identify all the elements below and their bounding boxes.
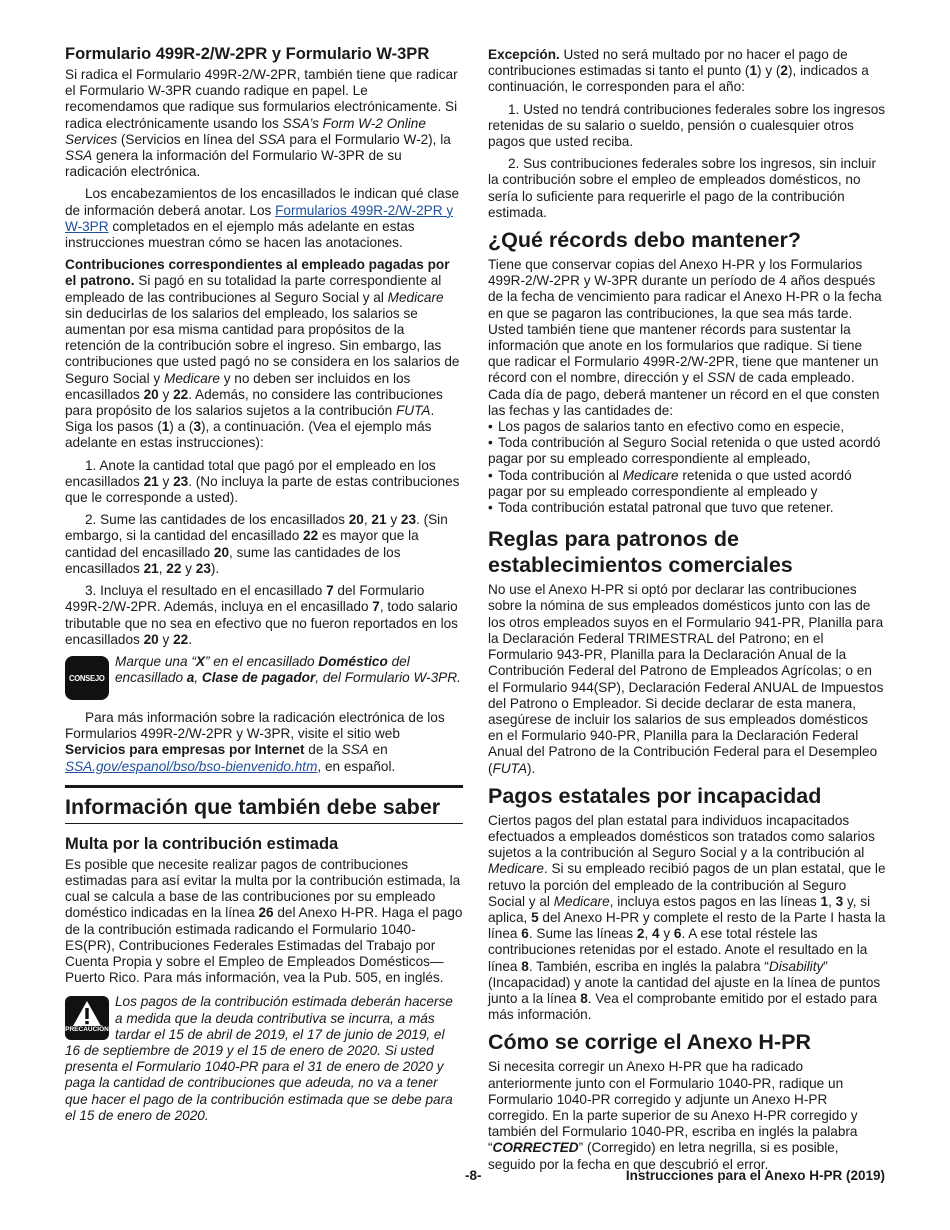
exception-item-2: 2. Sus contribuciones federales sobre los ingresos, sin incluir la contribución sobre el empleo de empleados domésticos, no sería lo suficiente para requerirle el pago de la contribución estimada. — [488, 156, 876, 220]
ssa-link[interactable]: SSA.gov/espanol/bso/bso-bienvenido.htm — [65, 758, 318, 774]
page-number: -8- — [465, 1168, 482, 1183]
tip-note — [65, 654, 463, 700]
paragraph-filing: Si radica el Formulario 499R-2/W-2PR, también tiene que radicar el Formulario W-3PR cuando radique en papel. Le recomendamos que radique sus formularios electrónicamente. Si radica electrónicamente usando los SSA’s Form W-2 Online Services (Servicios en línea del SSA para el Formulario W-2), la SSA genera la información del Formulario W-3PR de su radicación electrónica. — [65, 67, 458, 180]
caution-text: Los pagos de la contribución estimada deberán hacerse a medida que la deuda contributiva se incurra, a más tardar el 15 de abril de 2019, el 17 de junio de 2019, el 16 de septiembre de 2019 y el 15 de enero de 2020. Si usted presenta el Formulario 1040-PR para el 31 de enero de 2020 y paga la cantidad de contribuciones que adeuda, no va a tener que hacer el pago de la contribución estimada que se debe para el 15 de enero de 2020. — [65, 994, 453, 1123]
step-1: 1. Anote la cantidad total que pagó por el empleado en los encasillados 21 y 23. (No incluya la parte de estas contribuciones que le corresponde a usted). — [65, 457, 460, 506]
list-item: • Toda contribución al Seguro Social retenida o que usted acordó pagar por su empleado correspondiente al empleado, — [488, 435, 886, 467]
paragraph-records: Tiene que conservar copias del Anexo H-PR y los Formularios 499R-2/W-2PR y W-3PR durante un período de 4 años después de la fecha de vencimiento para radicar el Anexo H-PR o la fecha en que se pagaron las contribuciones, la que sea más tarde. Usted también tiene que mantener récords para sustentar la información que anote en los formularios que radique. Si tiene que radicar el Formulario 499R-2/W-2PR, tiene que mantener un récord con el nombre, dirección y el SSN de cada empleado. Cada día de pago, deberá mantener un récord en el que consten las fechas y las cantidades de: — [488, 257, 882, 418]
list-item: • Toda contribución estatal patronal que tuvo que retener. — [488, 500, 886, 516]
paragraph-headings: Los encabezamientos de los encasillados le indican qué clase de información deberá anotar. Los Formularios 499R-2/W-2PR y W-3PR completados en el ejemplo más adelante en estas instrucciones muestran cómo se hacen las anotaciones. — [65, 186, 460, 251]
footer-title: Instrucciones para el Anexo H-PR (2019) — [625, 1168, 885, 1183]
paragraph-penalty: Es posible que necesite realizar pagos de contribuciones estimadas para así evitar la multa por la contribución estimada, la cual se calcula a base de las contribuciones por su empleado doméstico indicadas en la línea 26 del Anexo H-PR. Haga el pago de la contribución estimada radicando el Formulario 1040-ES(PR), Contribuciones Federales Estimadas del Trabajo por Cuenta Propia y sobre el Empleo de Empleados Domésticos—Puerto Rico. Para más información, vea la Pub. 505, en inglés. — [65, 856, 463, 986]
section-rule-thin — [65, 823, 463, 824]
paragraph-employer-paid: Contribuciones correspondientes al empleado pagadas por el patrono. Si pagó en su totalidad la parte correspondiente al empleado de las contribuciones al Seguro Social y al Medicare sin deducirlas de los salarios del empleado, los salarios se aumentan por esa misma cantidad para propósitos de la retención de la contribución sobre el ingreso. Sin embargo, las contribuciones que usted pagó no se considera en los salarios de Seguro Social y Medicare y no deben ser incluidos en los encasillados 20 y 22. Además, no considere las contribuciones para propósito de los salarios sujetos a la contribución FUTA. Siga los pasos (1) a (3), a continuación. (Vea el ejemplo más adelante en estas instrucciones): — [65, 257, 460, 451]
heading-499r2-w3pr: Formulario 499R-2/W-2PR y Formulario W-3PR — [65, 45, 430, 63]
heading-state-disability: Pagos estatales por incapacidad — [488, 783, 822, 808]
step-3: 3. Incluya el resultado en el encasillado 7 del Formulario 499R-2/W-2PR. Además, incluya en el encasillado 7, todo salario tributable que no sea en efectivo que no fueron reportados en los encasillados 20 y 22. — [65, 583, 458, 647]
list-item: • Toda contribución al Medicare retenida o que usted acordó pagar por su empleado correspondiente al empleado y — [488, 468, 886, 500]
list-item: • Los pagos de salarios tanto en efectivo como en especie, — [488, 419, 886, 435]
heading-records: ¿Qué récords debo mantener? — [488, 228, 802, 253]
forms-link[interactable]: Formularios 499R-2/W-2PR y W-3PR — [65, 202, 454, 234]
tip-text: Marque una “X” en el encasillado Doméstico del encasillado a, Clase de pagador, del Formulario W-3PR. — [115, 653, 461, 686]
heading-info: Información que también debe saber — [65, 794, 441, 819]
exception-item-1: 1. Usted no tendrá contribuciones federales sobre los ingresos retenidas de su salario o sueldo, pensión o cualesquier otros pagos que usted reciba. — [488, 101, 886, 150]
paragraph-more-info: Para más información sobre la radicación electrónica de los Formularios 499R-2/W-2PR y W-3PR, visite el sitio web Servicios para empresas por Internet de la SSA en SSA.gov/espanol/bso/bso-bienvenido.htm, en español. — [65, 709, 445, 774]
heading-correct: Cómo se corrige el Anexo H-PR — [488, 1030, 811, 1055]
records-list — [488, 419, 886, 516]
paragraph-correct: Si necesita corregir un Anexo H-PR que ha radicado anteriormente junto con el Formulario 1040-PR, radique un Formulario 1040-PR corregido y adjunte un Anexo H-PR corregido. En la parte superior de su Anexo H-PR corregido y también del Formulario 1040-PR, escriba en inglés la palabra “CORRECTED” (Corregido) en letra negrilla, si es posible, seguido por la fecha en que descubrió el error. — [488, 1059, 858, 1172]
section-rule — [65, 785, 463, 788]
paragraph-state-disability: Ciertos pagos del plan estatal para individuos incapacitados efectuados a empleados domésticos son tratados como salarios sujetos a la contribución al Seguro Social y a la contribución al Medicare. Si su empleado recibió pagos de un plan estatal, que le retuvo la porción del empleado de la contribución al Seguro Social y al Medicare, incluya estos pagos en las líneas 1, 3 y, si aplica, 5 del Anexo H-PR y complete el resto de la Parte I hasta la línea 6. Sume las líneas 2, 4 y 6. A ese total réstele las contribuciones retenidas por el estado. Anote el resultado en la línea 8. También, escriba en inglés la palabra “Disability” (Incapacidad) y anote la cantidad del ajuste en la línea de puntos junto a la línea 8. Vea el comprobante emitido por el estado para más información. — [488, 812, 886, 1023]
step-2: 2. Sume las cantidades de los encasillados 20, 21 y 23. (Sin embargo, si la cantidad del encasillado 22 es mayor que la cantidad del encasillado 20, sume las cantidades de los encasillados 21, 22 y 23). — [65, 512, 448, 576]
right-column — [488, 47, 886, 1179]
heading-penalty: Multa por la contribución estimada — [65, 834, 339, 853]
paragraph-exception: Excepción. Usted no será multado por no hacer el pago de contribuciones estimadas si tanto el punto (1) y (2), indicados a continuación, le corresponden para el año: — [488, 47, 869, 95]
caution-icon: PRECAUCIÓN — [65, 996, 109, 1040]
heading-rules: Reglas para patronos de establecimientos comerciales — [488, 527, 793, 578]
tip-icon: CONSEJO — [65, 656, 109, 700]
left-column — [65, 40, 463, 1124]
caution-note — [65, 994, 463, 1124]
paragraph-rules: No use el Anexo H-PR si optó por declarar las contribuciones sobre la nómina de sus empleados domésticos junto con las de los otros empleados suyos en el Formulario 941-PR, Planilla para la Declaración Federal TRIMESTRAL del Patrono; en el Formulario 943-PR, Planilla para la Declaración Anual de la Contribución Federal del Patrono de Empleados Agrícolas; o en el Formulario 944(SP), Declaración Federal ANUAL de Impuestos del Patrono o Empleador. Si decide declarar de esta manera, asegúrese de incluir los salarios de sus empleados domésticos en el Formulario 940-PR, Planilla para la Declaración Federal Anual del Patrono de la Contribución Federal para el Desempleo (FUTA). — [488, 582, 884, 776]
